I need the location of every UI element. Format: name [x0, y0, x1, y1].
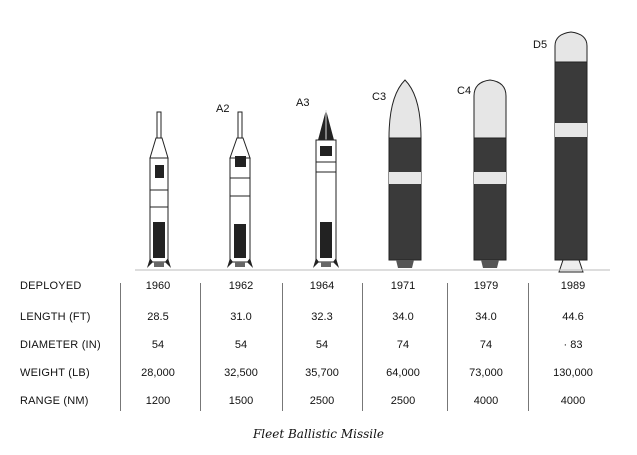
cell-range: 4000: [473, 395, 499, 407]
row-label-deployed: DEPLOYED: [20, 280, 82, 292]
missile-a2-illustration: [227, 112, 253, 268]
column-divider: [362, 283, 363, 411]
cell-deployed: 1971: [390, 280, 416, 292]
cell-range: 4000: [560, 395, 586, 407]
cell-weight: 28,000: [141, 367, 175, 379]
cell-deployed: 1979: [473, 280, 499, 292]
cell-weight: 32,500: [224, 367, 258, 379]
figure-caption: Fleet Ballistic Missile: [252, 427, 385, 441]
cell-diameter: 54: [234, 339, 248, 351]
cell-weight: 73,000: [469, 367, 503, 379]
cell-range: 1500: [228, 395, 254, 407]
cell-range: 2500: [309, 395, 335, 407]
cell-deployed: 1960: [145, 280, 171, 292]
missile-label-a2: A2: [216, 103, 230, 115]
missile-label-d5: D5: [533, 39, 548, 51]
cell-diameter: · 83: [563, 339, 583, 351]
column-divider: [282, 283, 283, 411]
cell-length: 34.0: [475, 311, 497, 323]
row-label-length: LENGTH (FT): [20, 311, 91, 323]
column-divider: [200, 283, 201, 411]
missile-c4-illustration: [474, 80, 506, 268]
missile-d5-illustration: [555, 32, 587, 272]
cell-diameter: 54: [315, 339, 329, 351]
missile-c3-illustration: [389, 80, 421, 268]
cell-diameter: 74: [396, 339, 410, 351]
cell-diameter: 74: [479, 339, 493, 351]
cell-deployed: 1964: [309, 280, 335, 292]
missile-label-c4: C4: [457, 85, 472, 97]
cell-deployed: 1962: [228, 280, 254, 292]
cell-length: 34.0: [392, 311, 414, 323]
column-divider: [447, 283, 448, 411]
cell-weight: 64,000: [386, 367, 420, 379]
column-divider: [528, 283, 529, 411]
cell-weight: 130,000: [553, 367, 593, 379]
cell-range: 1200: [145, 395, 171, 407]
cell-length: 31.0: [230, 311, 252, 323]
missile-label-a3: A3: [296, 97, 310, 109]
row-label-weight: WEIGHT (LB): [20, 367, 90, 379]
cell-length: 44.6: [562, 311, 584, 323]
cell-length: 32.3: [311, 311, 333, 323]
cell-deployed: 1989: [560, 280, 586, 292]
row-label-diameter: DIAMETER (IN): [20, 339, 101, 351]
row-label-range: RANGE (NM): [20, 395, 89, 407]
cell-length: 28.5: [147, 311, 169, 323]
missile-1960-illustration: [147, 112, 171, 268]
missile-label-c3: C3: [372, 91, 387, 103]
cell-weight: 35,700: [305, 367, 339, 379]
column-divider: [120, 283, 121, 411]
cell-diameter: 54: [151, 339, 165, 351]
missile-a3-illustration: [313, 110, 339, 268]
cell-range: 2500: [390, 395, 416, 407]
